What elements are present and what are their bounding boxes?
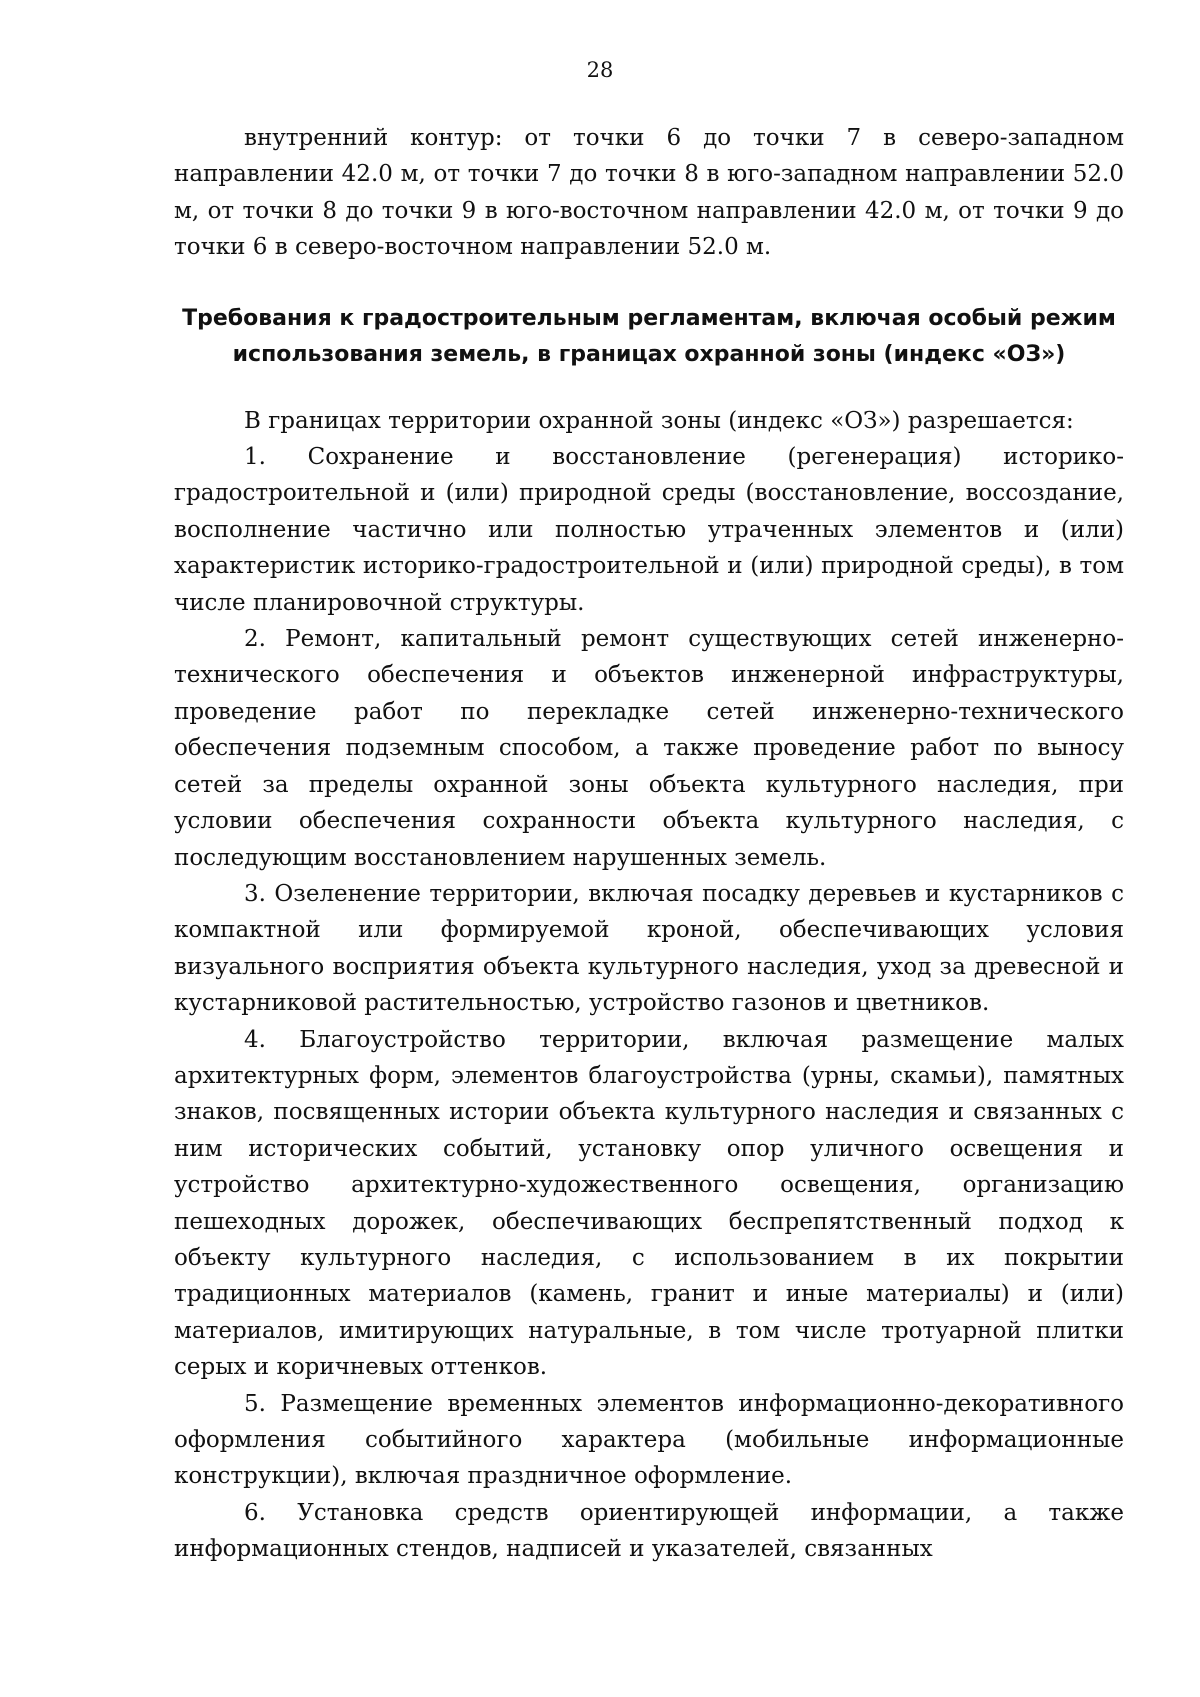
- list-item: 4. Благоустройство территории, включая размещение малых архитектурных форм, элементов благоустройства (урны, скамьи), памятных знаков, посвященных истории объекта культурного наследия и связанных с ним исторических событий, установку опор уличного освещения и устройство архитектурно-художественного освещения, организацию пешеходных дорожек, обеспечивающих беспрепятственный подход к объекту культурного наследия, с использованием в их покрытии традиционных материалов (камень, гранит и иные материалы) и (или) материалов, имитирующих натуральные, в том числе тротуарной плитки серых и коричневых оттенков.: [174, 1026, 1124, 1381]
- section-heading-line-1: Требования к градостроительным регламентам, включая особый режим: [182, 305, 1116, 331]
- section-heading-line-2: использования земель, в границах охранной зоны (индекс «ОЗ»): [232, 341, 1066, 367]
- list-item: 1. Сохранение и восстановление (регенерация) историко-градостроительной и (или) природной среды (восстановление, воссоздание, восполнение частично или полностью утраченных элементов и (или) характеристик историко-градостроительной и (или) природной среды), в том числе планировочной структуры.: [174, 444, 1124, 616]
- list-item: 3. Озеленение территории, включая посадку деревьев и кустарников с компактной или формируемой кроной, обеспечивающих условия визуального восприятия объекта культурного наследия, уход за древесной и кустарниковой растительностью, устройство газонов и цветников.: [174, 880, 1124, 1017]
- list-item: 5. Размещение временных элементов информационно-декоративного оформления событийного характера (мобильные информационные конструкции), включая праздничное оформление.: [174, 1390, 1124, 1490]
- intro-paragraph: В границах территории охранной зоны (индекс «ОЗ») разрешается:: [244, 407, 1074, 434]
- list-item: 6. Установка средств ориентирующей информации, а также информационных стендов, надписей и указателей, связанных: [174, 1499, 1124, 1563]
- page-number: 28: [586, 58, 614, 82]
- opening-paragraph: внутренний контур: от точки 6 до точки 7 в северо-западном направлении 42.0 м, от точки 7 до точки 8 в юго-западном направлении 52.0 м, от точки 8 до точки 9 в юго-восточном направлении 42.0 м, от точки 9 до точки 6 в северо-восточном направлении 52.0 м.: [174, 125, 1124, 261]
- page-content: [174, 120, 1124, 1568]
- list-item: 2. Ремонт, капитальный ремонт существующих сетей инженерно-технического обеспечения и объектов инженерной инфраструктуры, проведение работ по перекладке сетей инженерно-технического обеспечения подземным способом, а также проведение работ по выносу сетей за пределы охранной зоны объекта культурного наследия, при условии обеспечения сохранности объекта культурного наследия, с последующим восстановлением нарушенных земель.: [174, 626, 1124, 871]
- section-heading: [174, 301, 1124, 373]
